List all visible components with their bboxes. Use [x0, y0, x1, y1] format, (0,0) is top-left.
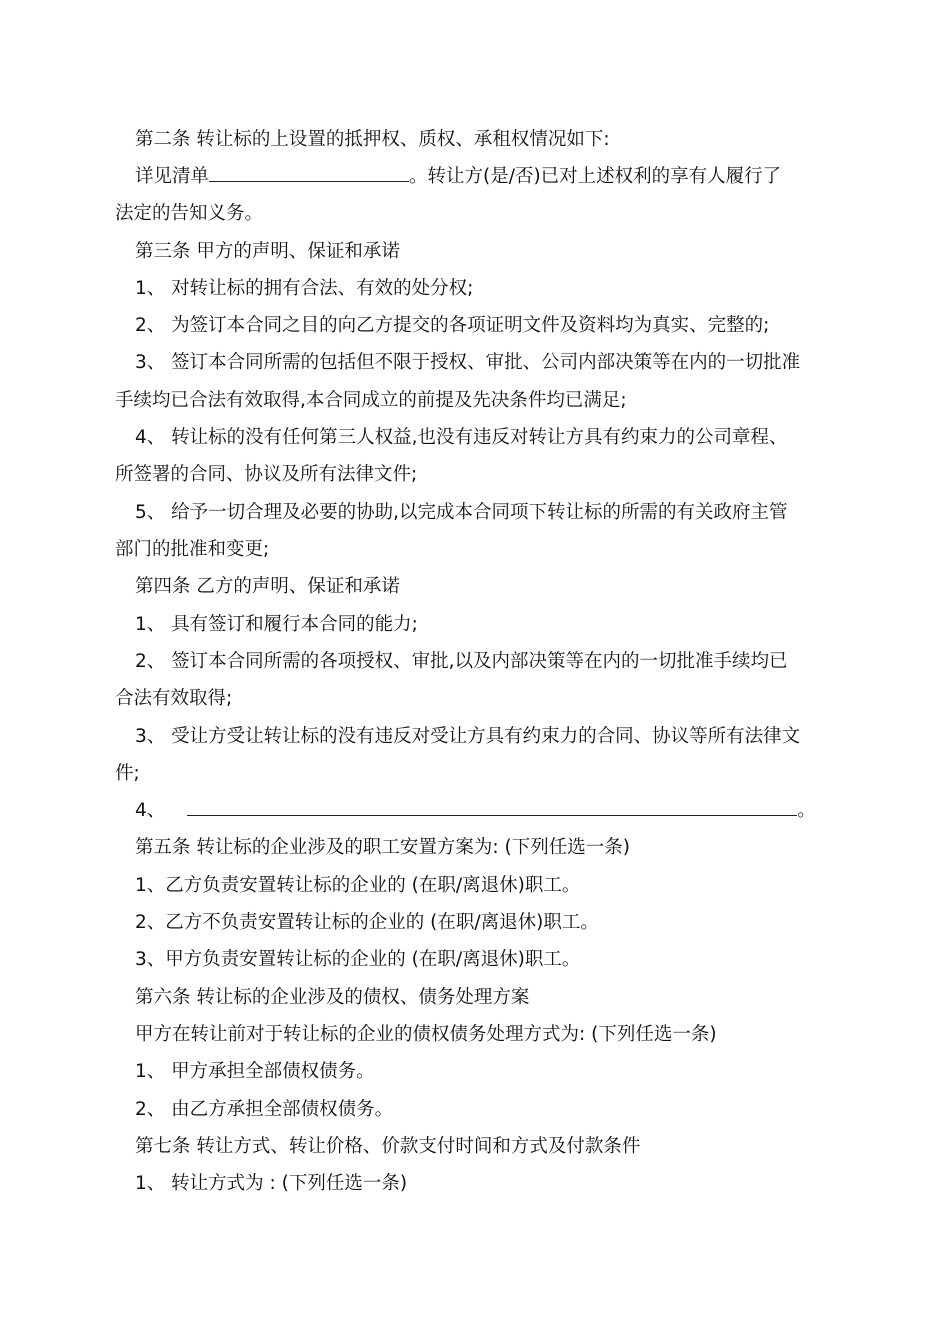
- article-4-title: 第四条 乙方的声明、保证和承诺: [135, 576, 400, 597]
- article-2-title: 第二条 转让标的上设置的抵押权、质权、承租权情况如下:: [135, 129, 610, 150]
- option-item: 2、 由乙方承担全部债权债务。: [135, 1099, 394, 1120]
- list-item: 4、 转让标的没有任何第三人权益,也没有违反对转让方具有约束力的公司章程、: [135, 427, 788, 448]
- fill-blank[interactable]: [209, 165, 409, 182]
- list-item: 1、 转让方式为 : (下列任选一条): [135, 1173, 408, 1194]
- list-item: 2、 签订本合同所需的各项授权、审批,以及内部决策等在内的一切批准手续均已: [135, 651, 788, 672]
- article-2-paragraph-cont: 法定的告知义务。: [115, 203, 264, 224]
- list-item: 1、 具有签订和履行本合同的能力;: [135, 614, 418, 635]
- option-item: 1、乙方负责安置转让标的企业的 (在职/离退休)职工。: [135, 875, 581, 896]
- list-item-cont: 合法有效取得;: [115, 688, 233, 709]
- list-item: 2、 为签订本合同之目的向乙方提交的各项证明文件及资料均为真实、完整的;: [135, 315, 770, 336]
- list-item: 3、 受让方受让转让标的没有违反对受让方具有约束力的合同、协议等所有法律文: [135, 726, 801, 747]
- list-item: 1、 对转让标的拥有合法、有效的处分权;: [135, 278, 474, 299]
- text-segment: 。: [797, 800, 816, 821]
- text-segment: 详见清单: [135, 166, 210, 187]
- list-item-cont: 部门的批准和变更;: [115, 539, 270, 560]
- list-item-cont: 所签署的合同、协议及所有法律文件;: [115, 464, 418, 485]
- list-item: 3、 签订本合同所需的包括但不限于授权、审批、公司内部决策等在内的一切批准: [135, 352, 801, 373]
- article-5-title: 第五条 转让标的企业涉及的职工安置方案为: (下列任选一条): [135, 837, 630, 858]
- text-segment: 。转让方(是/否)已对上述权利的享有人履行了: [409, 166, 782, 187]
- list-item-cont: 手续均已合法有效取得,本合同成立的前提及先决条件均已满足;: [115, 390, 627, 411]
- paragraph: 甲方在转让前对于转让标的企业的债权债务处理方式为: (下列任选一条): [135, 1024, 717, 1045]
- article-3-title: 第三条 甲方的声明、保证和承诺: [135, 241, 400, 262]
- option-item: 1、 甲方承担全部债权债务。: [135, 1061, 375, 1082]
- list-item-cont: 件;: [115, 763, 140, 784]
- list-item: 5、 给予一切合理及必要的协助,以完成本合同项下转让标的所需的有关政府主管: [135, 502, 788, 523]
- option-item: 2、乙方不负责安置转让标的企业的 (在职/离退休)职工。: [135, 912, 599, 933]
- list-item-blank: [135, 798, 865, 824]
- article-7-title: 第七条 转让方式、转让价格、价款支付时间和方式及付款条件: [135, 1136, 641, 1157]
- article-6-title: 第六条 转让标的企业涉及的债权、债务处理方案: [135, 987, 530, 1008]
- article-2-paragraph: [135, 164, 865, 190]
- text-segment: 4、: [135, 800, 166, 821]
- fill-blank[interactable]: [187, 799, 797, 816]
- option-item: 3、甲方负责安置转让标的企业的 (在职/离退休)职工。: [135, 949, 581, 970]
